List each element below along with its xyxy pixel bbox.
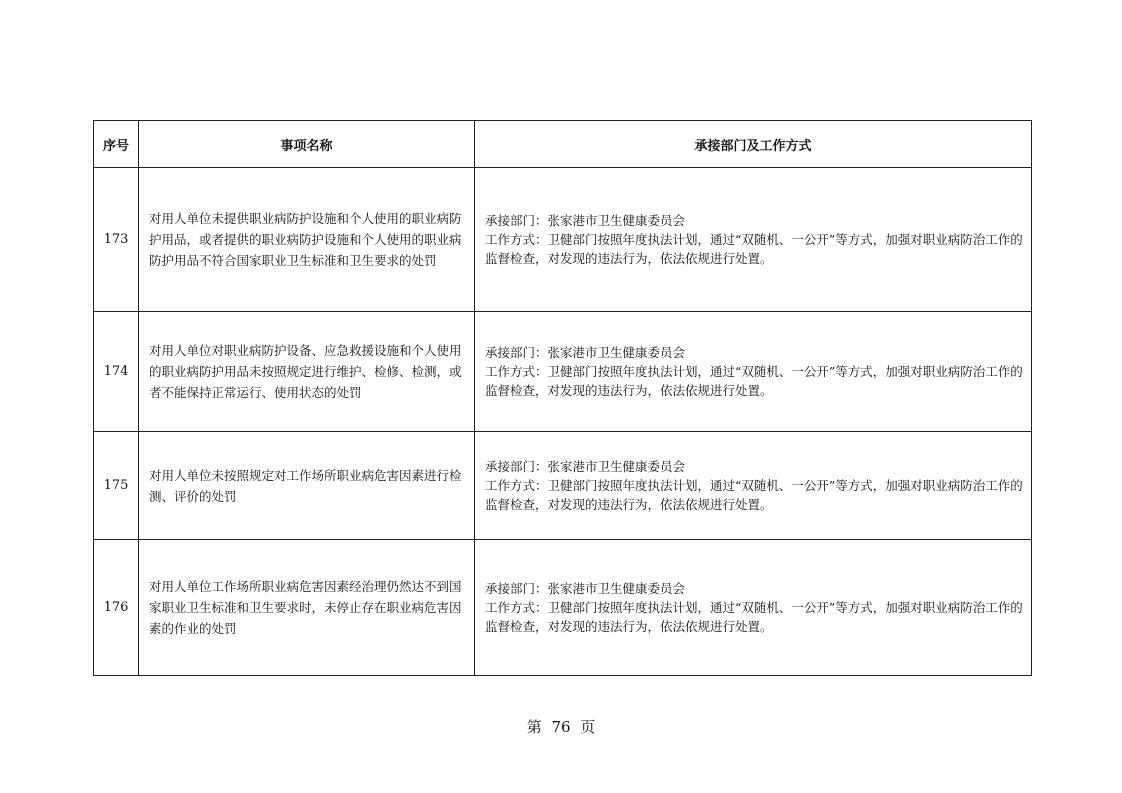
column-header-name: 事项名称 (139, 121, 475, 168)
matter-name: 对用人单位未提供职业病防护设施和个人使用的职业病防护用品，或者提供的职业病防护设施和个人使用的职业病防护用品不符合国家职业卫生标准和卫生要求的处罚 (139, 168, 475, 312)
work-method: 工作方式：卫健部门按照年度执法计划，通过“双随机、一公开”等方式，加强对职业病防治工作的监督检查，对发现的违法行为，依法依规进行处置。 (485, 600, 1023, 634)
row-number: 175 (94, 432, 139, 540)
table-row (94, 540, 1032, 676)
undertaking-dept: 承接部门：张家港市卫生健康委员会 (485, 459, 686, 474)
dept-and-method (475, 312, 1032, 432)
column-header-no: 序号 (94, 121, 139, 168)
undertaking-dept: 承接部门：张家港市卫生健康委员会 (485, 345, 686, 360)
work-method: 工作方式：卫健部门按照年度执法计划，通过“双随机、一公开”等方式，加强对职业病防治工作的监督检查，对发现的违法行为，依法依规进行处置。 (485, 478, 1023, 512)
dept-and-method (475, 432, 1032, 540)
dept-and-method (475, 540, 1032, 676)
table-row (94, 432, 1032, 540)
row-number: 173 (94, 168, 139, 312)
matters-table (93, 120, 1032, 676)
matter-name: 对用人单位对职业病防护设备、应急救援设施和个人使用的职业病防护用品未按照规定进行维护、检修、检测，或者不能保持正常运行、使用状态的处罚 (139, 312, 475, 432)
row-number: 174 (94, 312, 139, 432)
undertaking-dept: 承接部门：张家港市卫生健康委员会 (485, 581, 686, 596)
work-method: 工作方式：卫健部门按照年度执法计划，通过“双随机、一公开”等方式，加强对职业病防治工作的监督检查，对发现的违法行为，依法依规进行处置。 (485, 232, 1023, 266)
dept-and-method (475, 168, 1032, 312)
table-header-row (94, 121, 1032, 168)
table-row (94, 168, 1032, 312)
undertaking-dept: 承接部门：张家港市卫生健康委员会 (485, 213, 686, 228)
work-method: 工作方式：卫健部门按照年度执法计划，通过“双随机、一公开”等方式，加强对职业病防治工作的监督检查，对发现的违法行为，依法依规进行处置。 (485, 364, 1023, 398)
row-number: 176 (94, 540, 139, 676)
page-number: 第 76 页 (526, 718, 596, 736)
matter-name: 对用人单位工作场所职业病危害因素经治理仍然达不到国家职业卫生标准和卫生要求时，未停止存在职业病危害因素的作业的处罚 (139, 540, 475, 676)
table-row (94, 312, 1032, 432)
matter-name: 对用人单位未按照规定对工作场所职业病危害因素进行检测、评价的处罚 (139, 432, 475, 540)
column-header-dept: 承接部门及工作方式 (475, 121, 1032, 168)
